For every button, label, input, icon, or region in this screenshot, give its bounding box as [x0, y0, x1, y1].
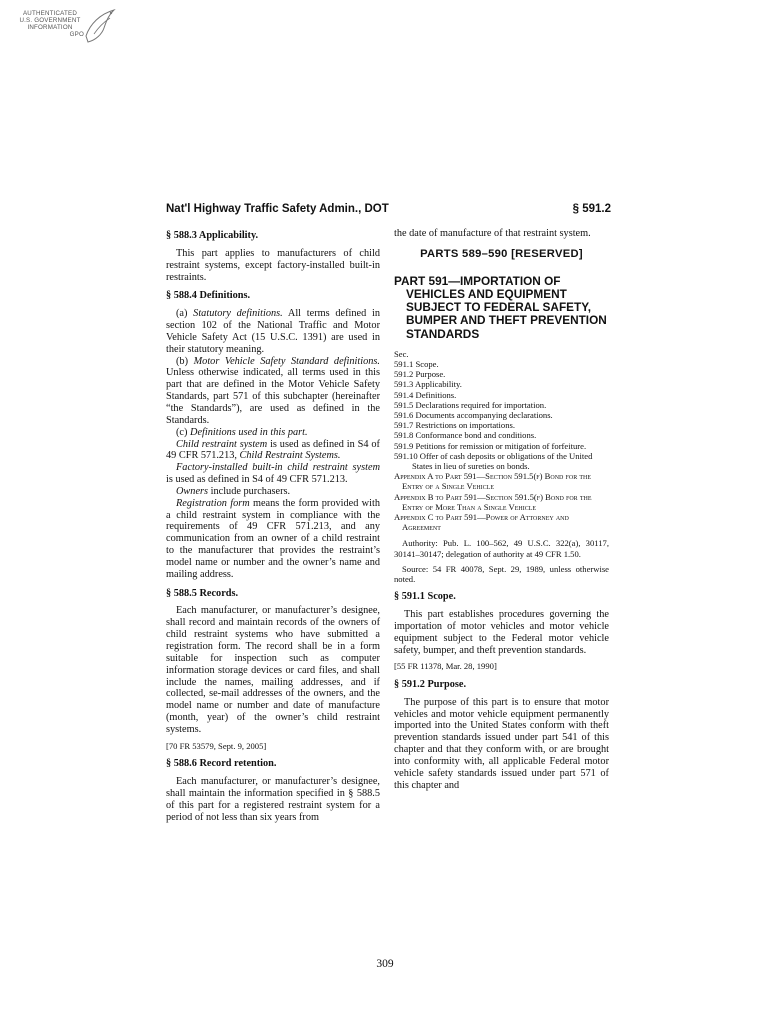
seal-line: U.S. GOVERNMENT: [19, 17, 81, 24]
toc-entry: 591.10 Offer of cash deposits or obligations of the United States in lieu of sureties on bonds.: [394, 450, 593, 471]
paragraph: [166, 308, 380, 355]
paragraph: This part applies to manufacturers of child restraint systems, except factory-installed built-in restraints.: [166, 247, 380, 283]
toc-appendix: Appendix C to Part 591—Power of Attorney and Agreement: [394, 511, 569, 533]
seal-line: INFORMATION: [27, 24, 73, 31]
section-title: § 591.1 Scope.: [394, 591, 456, 603]
source-note: Source: 54 FR 40078, Sept. 29, 1989, unless otherwise noted.: [394, 563, 609, 584]
table-of-contents: [394, 349, 609, 533]
section-title: § 588.4 Definitions.: [166, 290, 251, 302]
para-text: include purchasers.: [208, 485, 291, 497]
definition: [166, 486, 380, 498]
seal-text: [10, 10, 90, 38]
section-title: § 591.2 Purpose.: [394, 678, 467, 690]
toc-entry: 591.8 Conformance bond and conditions.: [394, 430, 537, 441]
parts-reserved-heading: PARTS 589–590 [RESERVED]: [420, 247, 583, 260]
italic-term: Motor Vehicle Safety Standard definitions.: [193, 355, 380, 367]
part-title: PART 591—IMPORTATION OF VEHICLES AND EQUIPMENT SUBJECT TO FEDERAL SAFETY, BUMPER AND THEFT PREVENTION STANDARDS: [394, 273, 607, 341]
agency-header: Nat'l Highway Traffic Safety Admin., DOT: [166, 203, 389, 215]
page-number: 309: [376, 958, 394, 970]
gpo-authentication-seal: [10, 6, 140, 46]
para-text: means the form provided with a child restraint system in compliance with the requirements of 49 CFR 571.213, and any communication from an owner of a child restraint to the manufacturer that provides the restraint’s model name or number and the owner’s name and mailing address.: [166, 497, 380, 580]
paragraph: Each manufacturer, or manufacturer’s designee, shall record and maintain records of the owners of child restraint systems who have submitted a registration form. The record shall be in a form suitable for inspection such as computer information storage devices or card files, and shall include the names, mailing addresses, and if collected, se-mail addresses of the owners, and the model name or number and date of manufacture (month, year) of the owner’s child restraint systems.: [166, 605, 380, 735]
paragraph: This part establishes procedures governing the importation of motor vehicles and motor vehicle equipment subject to the Federal motor vehicle safety, bumper, and theft prevention standards.: [394, 609, 609, 656]
toc-entry: 591.9 Petitions for remission or mitigation of forfeiture.: [394, 440, 587, 451]
toc-entry: 591.3 Applicability.: [394, 379, 462, 390]
toc-entry: 591.7 Restrictions on importations.: [394, 420, 516, 431]
toc-appendix: Appendix B to Part 591—Section 591.5(f) Bond for the Entry of More Than a Single Vehicle: [394, 491, 592, 512]
toc-entry: 591.1 Scope.: [394, 358, 439, 369]
seal-line: AUTHENTICATED: [22, 10, 78, 17]
definition: [166, 462, 380, 486]
para-prefix: (c): [176, 426, 191, 438]
definition: [166, 498, 380, 581]
toc-entry: 591.6 Documents accompanying declarations.: [394, 409, 553, 420]
italic-term: Definitions used in this part.: [190, 426, 308, 438]
italic-term: Registration form: [176, 497, 250, 509]
para-prefix: (a): [176, 308, 194, 320]
toc-entry: 591.5 Declarations required for importation.: [394, 399, 547, 410]
paragraph: Each manufacturer, or manufacturer’s designee, shall maintain the information specified in § 588.5 of this part for a registered restraint system for a period of not less than six years from: [166, 776, 380, 823]
eagle-icon: [80, 6, 120, 46]
section-header: § 591.2: [572, 203, 611, 215]
para-text: is used as defined in S4 of 49 CFR 571.213.: [166, 474, 348, 486]
section-title: § 588.5 Records.: [166, 587, 239, 599]
toc-appendix: Appendix A to Part 591—Section 591.5(f) Bond for the Entry of a Single Vehicle: [394, 471, 592, 492]
toc-entry: Sec.: [394, 348, 409, 359]
left-column: [166, 228, 380, 823]
toc-entry: 591.4 Definitions.: [394, 389, 457, 400]
seal-line: GPO: [69, 31, 84, 38]
italic-term: Statutory definitions.: [193, 308, 283, 320]
para-prefix: (b): [176, 355, 194, 367]
running-head: [166, 203, 611, 221]
italic-term: Child restraint system: [176, 438, 268, 450]
paragraph: [166, 356, 380, 427]
section-title: § 588.6 Record retention.: [166, 758, 277, 770]
para-text: All terms defined in section 102 of the National Traffic and Motor Vehicle Safety Act (15 U.S.C. 1391) are used in their statutory meaning.: [166, 308, 380, 355]
italic-term: Child Restraint Systems.: [239, 450, 341, 462]
citation-note: [70 FR 53579, Sept. 9, 2005]: [166, 740, 267, 751]
paragraph: The purpose of this part is to ensure that motor vehicles and motor vehicle equipment permanently imported into the United States conform with theft prevention standards issued under part 541 of this chapter and that they conform with, or are brought into conformity with, all applicable Federal motor vehicle safety standards issued under part 571 of this chapter and: [394, 696, 609, 791]
definition: [166, 439, 380, 463]
toc-entry: 591.2 Purpose.: [394, 369, 446, 380]
paragraph: the date of manufacture of that restraint system.: [394, 228, 591, 239]
right-column: [394, 228, 609, 791]
authority-note: Authority: Pub. L. 100–562, 49 U.S.C. 322(a), 30117, 30141–30147; delegation of authority at 49 CFR 1.50.: [394, 538, 609, 559]
citation-note: [55 FR 11378, Mar. 28, 1990]: [394, 661, 497, 672]
section-title: § 588.3 Applicability.: [166, 230, 259, 241]
italic-term: Owners: [176, 485, 209, 497]
paragraph: [166, 427, 380, 439]
para-text: Unless otherwise indicated, all terms used in this part that are defined in the Motor Vehicle Safety Standards, part 571 of this subchapter (hereinafter “the Standards”), are used as defined in the Standards.: [166, 367, 380, 426]
para-text: is used as defined in S4 of 49 CFR 571.213,: [166, 438, 380, 462]
italic-term: Factory-installed built-in child restraint system: [176, 462, 380, 474]
